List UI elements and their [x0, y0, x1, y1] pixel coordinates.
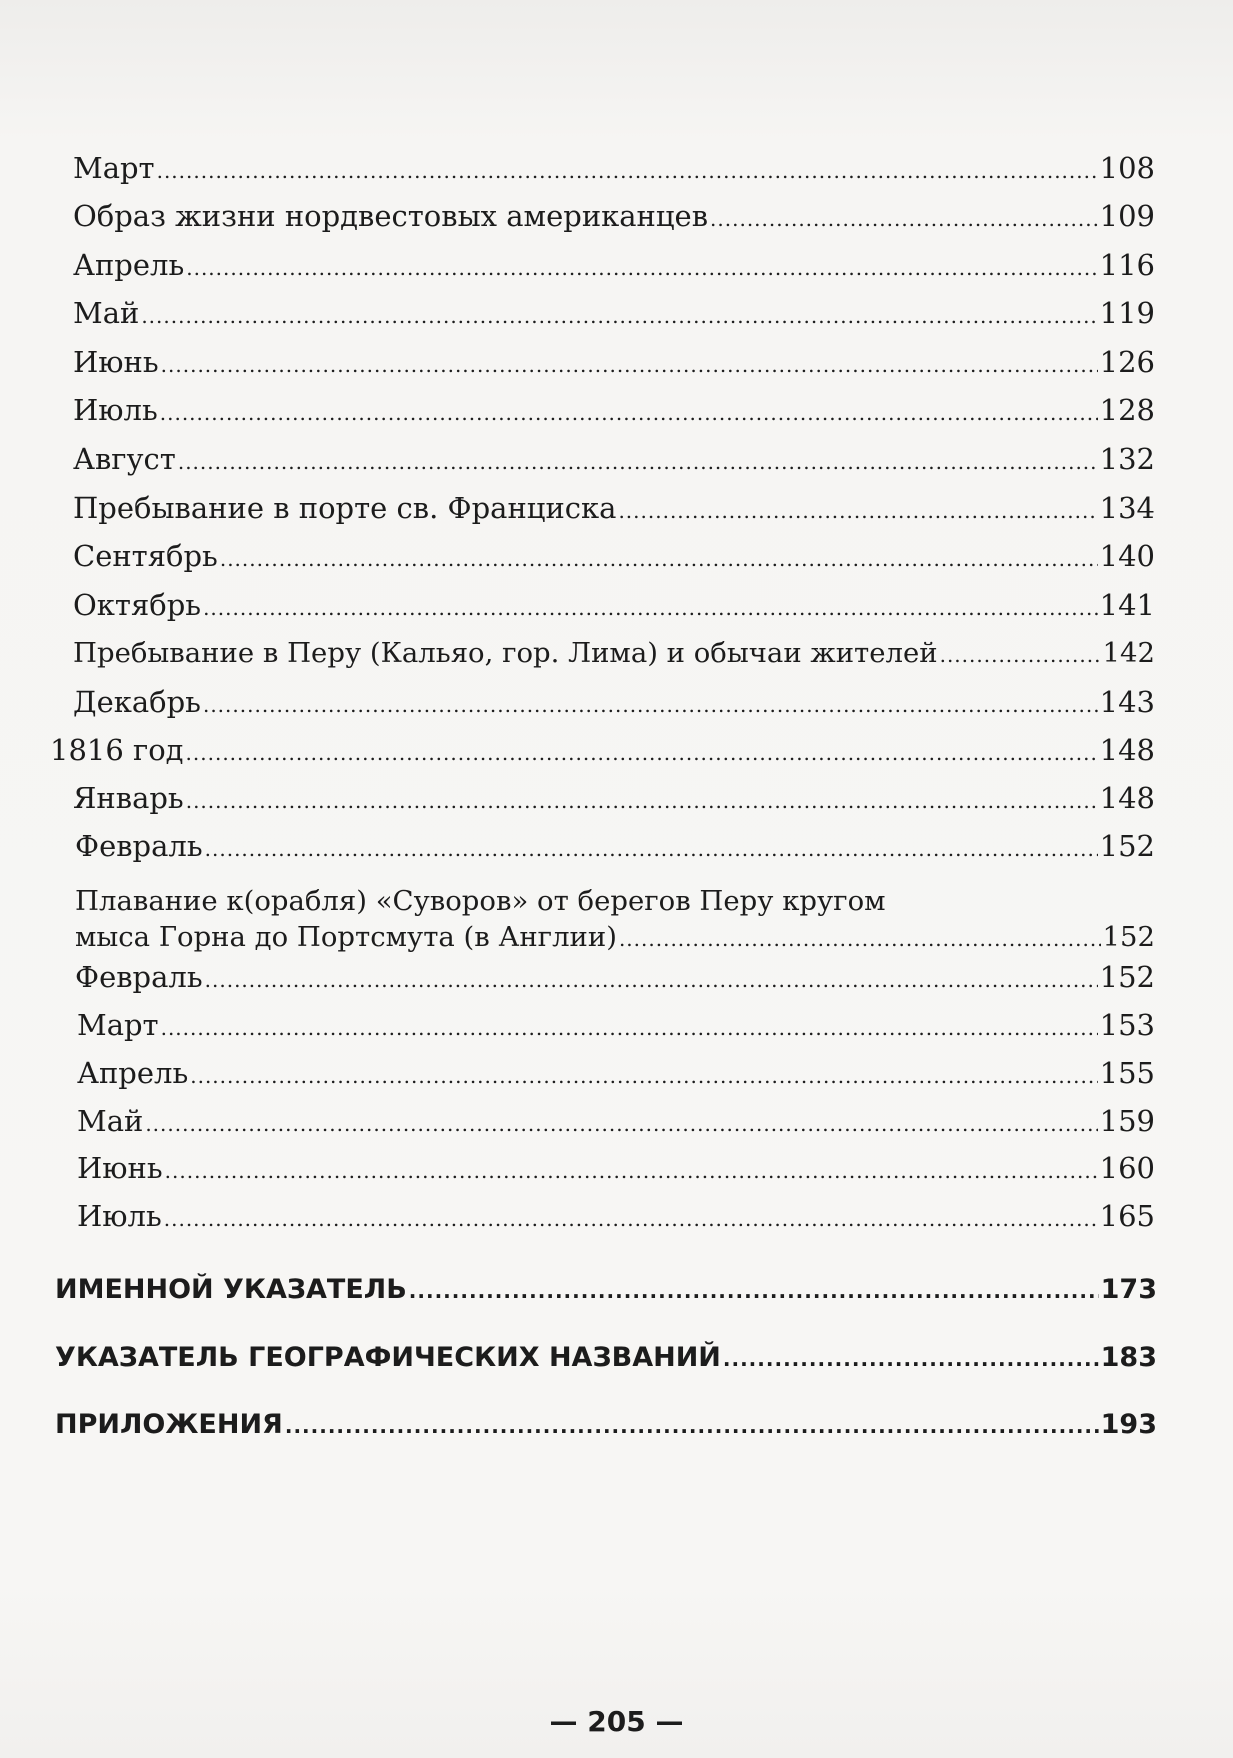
dot-leader [220, 541, 1098, 577]
toc-entry-page: 148 [1099, 781, 1155, 815]
dot-leader [205, 962, 1098, 998]
dot-leader [141, 298, 1097, 334]
dot-leader [186, 783, 1098, 819]
toc-entry-page: 116 [1099, 248, 1155, 282]
toc-entry-year [0, 732, 1155, 771]
toc-entry-page: 109 [1099, 199, 1155, 233]
toc-entry-title: 1816 год [50, 733, 184, 767]
toc-entry-title: Апрель [77, 1056, 189, 1090]
toc-entry [0, 635, 1155, 673]
toc-entry-title: Сентябрь [73, 539, 218, 573]
toc-section-page: 193 [1100, 1409, 1157, 1440]
dot-leader [409, 1273, 1099, 1309]
dot-leader [619, 921, 1101, 957]
toc-entry [0, 828, 1155, 867]
toc-entry [0, 295, 1155, 334]
dot-leader [186, 735, 1098, 771]
toc-section [0, 1272, 1157, 1309]
toc-entry-page: 134 [1099, 491, 1155, 525]
dot-leader [165, 1153, 1098, 1189]
toc-entry-page: 126 [1099, 345, 1155, 379]
dot-leader [161, 1010, 1098, 1046]
toc-entry [0, 1007, 1155, 1046]
toc-entry-title: Июнь [73, 345, 159, 379]
dot-leader [186, 250, 1097, 286]
dot-leader [203, 590, 1098, 626]
toc-entry-page: 141 [1099, 588, 1155, 622]
toc-entry-page: 165 [1099, 1199, 1155, 1233]
toc-entry-page: 160 [1099, 1151, 1155, 1185]
toc-entry-page: 143 [1099, 685, 1155, 719]
toc-entry-title: Образ жизни нордвестовых американцев [73, 199, 709, 233]
toc-entry [0, 490, 1155, 529]
toc-entry-title: Декабрь [73, 685, 201, 719]
dot-leader [190, 1058, 1097, 1094]
toc-entry [0, 441, 1155, 480]
toc-entry-multiline [0, 883, 1155, 957]
toc-entry-title-line2: мыса Горна до Портсмута (в Англии) [75, 921, 617, 953]
toc-entry [0, 587, 1155, 626]
toc-section-title: ПРИЛОЖЕНИЯ [55, 1409, 283, 1440]
toc-entry-title: Август [73, 442, 176, 476]
dot-leader [618, 493, 1097, 529]
toc-entry-page: 155 [1099, 1056, 1155, 1090]
toc-entry-title: Апрель [73, 248, 185, 282]
toc-entry [0, 684, 1155, 723]
toc-entry [0, 959, 1155, 998]
toc-section [0, 1407, 1157, 1444]
toc-section-title: УКАЗАТЕЛЬ ГЕОГРАФИЧЕСКИХ НАЗВАНИЙ [55, 1342, 721, 1373]
toc-entry [0, 392, 1155, 431]
toc-entry-title: Пребывание в порте св. Франциска [73, 491, 617, 525]
dot-leader [145, 1106, 1097, 1142]
toc-entry-title: Июнь [77, 1151, 163, 1185]
toc-entry-page: 152 [1099, 829, 1155, 863]
toc-entry-page: 119 [1099, 296, 1155, 330]
toc-entry [0, 538, 1155, 577]
dot-leader [203, 687, 1098, 723]
dot-leader [157, 153, 1098, 189]
dot-leader [161, 347, 1098, 383]
toc-entry-page: 128 [1099, 393, 1155, 427]
dot-leader [940, 637, 1101, 673]
toc-entry [0, 247, 1155, 286]
toc-entry-line2 [75, 919, 1155, 957]
toc-entry-page: 153 [1099, 1008, 1155, 1042]
dot-leader [164, 1201, 1098, 1237]
toc-entry-page: 152 [1102, 921, 1155, 953]
toc-entry-title: Февраль [75, 960, 203, 994]
toc-entry-page: 159 [1099, 1104, 1155, 1138]
toc-entry-page: 108 [1099, 151, 1155, 185]
page-number: — 205 — [549, 1705, 684, 1738]
toc-entry-title: Июль [73, 393, 158, 427]
toc-section-page: 183 [1100, 1342, 1157, 1373]
toc-entry-title: Июль [77, 1199, 162, 1233]
toc-entry [0, 1150, 1155, 1189]
toc-entry-page: 142 [1102, 637, 1155, 669]
toc-entry [0, 780, 1155, 819]
dot-leader [205, 831, 1098, 867]
dot-leader [160, 395, 1098, 431]
dot-leader [723, 1341, 1099, 1377]
toc-entry-title: Январь [73, 781, 184, 815]
toc-entry-title: Март [73, 151, 155, 185]
toc-entry-title-line1: Плавание к(орабля) «Суворов» от берегов Перу кругом [75, 885, 886, 917]
dot-leader [178, 444, 1098, 480]
toc-entry-title: Май [77, 1104, 144, 1138]
toc-entry [0, 1198, 1155, 1237]
toc-section-title: ИМЕННОЙ УКАЗАТЕЛЬ [55, 1274, 407, 1305]
toc-entry [0, 1055, 1155, 1094]
toc-entry-title: Март [77, 1008, 159, 1042]
toc-entry-page: 152 [1099, 960, 1155, 994]
toc-entry-title: Февраль [75, 829, 203, 863]
toc-section-page: 173 [1100, 1274, 1157, 1305]
toc-entry [0, 198, 1155, 237]
dot-leader [710, 201, 1098, 237]
toc-entry-page: 140 [1099, 539, 1155, 573]
toc-entry-page: 148 [1099, 733, 1155, 767]
dot-leader [285, 1408, 1099, 1444]
toc-entry [0, 344, 1155, 383]
toc-entry-title: Октябрь [73, 588, 202, 622]
toc-entry [0, 150, 1155, 189]
toc-section [0, 1340, 1157, 1377]
toc-entry-title: Пребывание в Перу (Кальяо, гор. Лима) и обычаи жителей [73, 637, 938, 669]
toc-entry-title: Май [73, 296, 140, 330]
toc-entry [0, 1103, 1155, 1142]
toc-entry-page: 132 [1099, 442, 1155, 476]
